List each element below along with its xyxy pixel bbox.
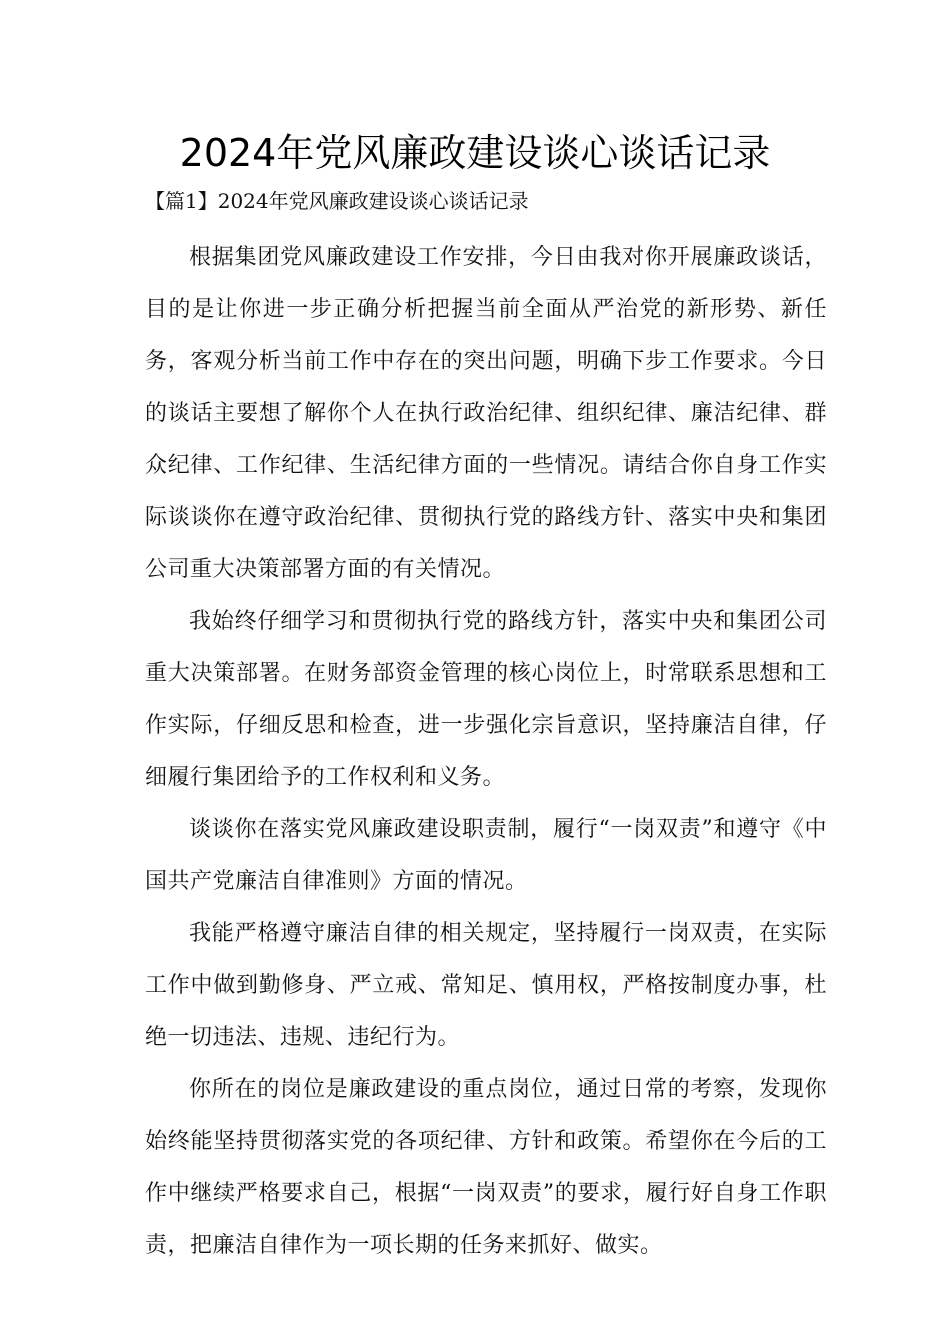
paragraph: 谈谈你在落实党风廉政建设职责制，履行“一岗双责”和遵守《中国共产党廉洁自律准则》方面的情况。 <box>145 817 827 894</box>
document-subtitle: 【篇1】2024年党风廉政建设谈心谈话记录 <box>145 189 529 213</box>
paragraph: 我能严格遵守廉洁自律的相关规定，坚持履行一岗双责，在实际工作中做到勤修身、严立戒、常知足、慎用权，严格按制度办事，杜绝一切违法、违规、违纪行为。 <box>145 921 827 1050</box>
paragraph: 我始终仔细学习和贯彻执行党的路线方针，落实中央和集团公司重大决策部署。在财务部资金管理的核心岗位上，时常联系思想和工作实际，仔细反思和检查，进一步强化宗旨意识，坚持廉洁自律，仔细履行集团给予的工作权利和义务。 <box>145 609 827 790</box>
paragraph: 根据集团党风廉政建设工作安排，今日由我对你开展廉政谈话，目的是让你进一步正确分析把握当前全面从严治党的新形势、新任务，客观分析当前工作中存在的突出问题，明确下步工作要求。今日的谈话主要想了解你个人在执行政治纪律、组织纪律、廉洁纪律、群众纪律、工作纪律、生活纪律方面的一些情况。请结合你自身工作实际谈谈你在遵守政治纪律、贯彻执行党的路线方针、落实中央和集团公司重大决策部署方面的有关情况。 <box>145 245 827 582</box>
document-body <box>145 232 827 1272</box>
document-title: 2024年党风廉政建设谈心谈话记录 <box>179 131 771 175</box>
paragraph: 你所在的岗位是廉政建设的重点岗位，通过日常的考察，发现你始终能坚持贯彻落实党的各项纪律、方针和政策。希望你在今后的工作中继续严格要求自己，根据“一岗双责”的要求，履行好自身工作职责，把廉洁自律作为一项长期的任务来抓好、做实。 <box>145 1077 827 1258</box>
